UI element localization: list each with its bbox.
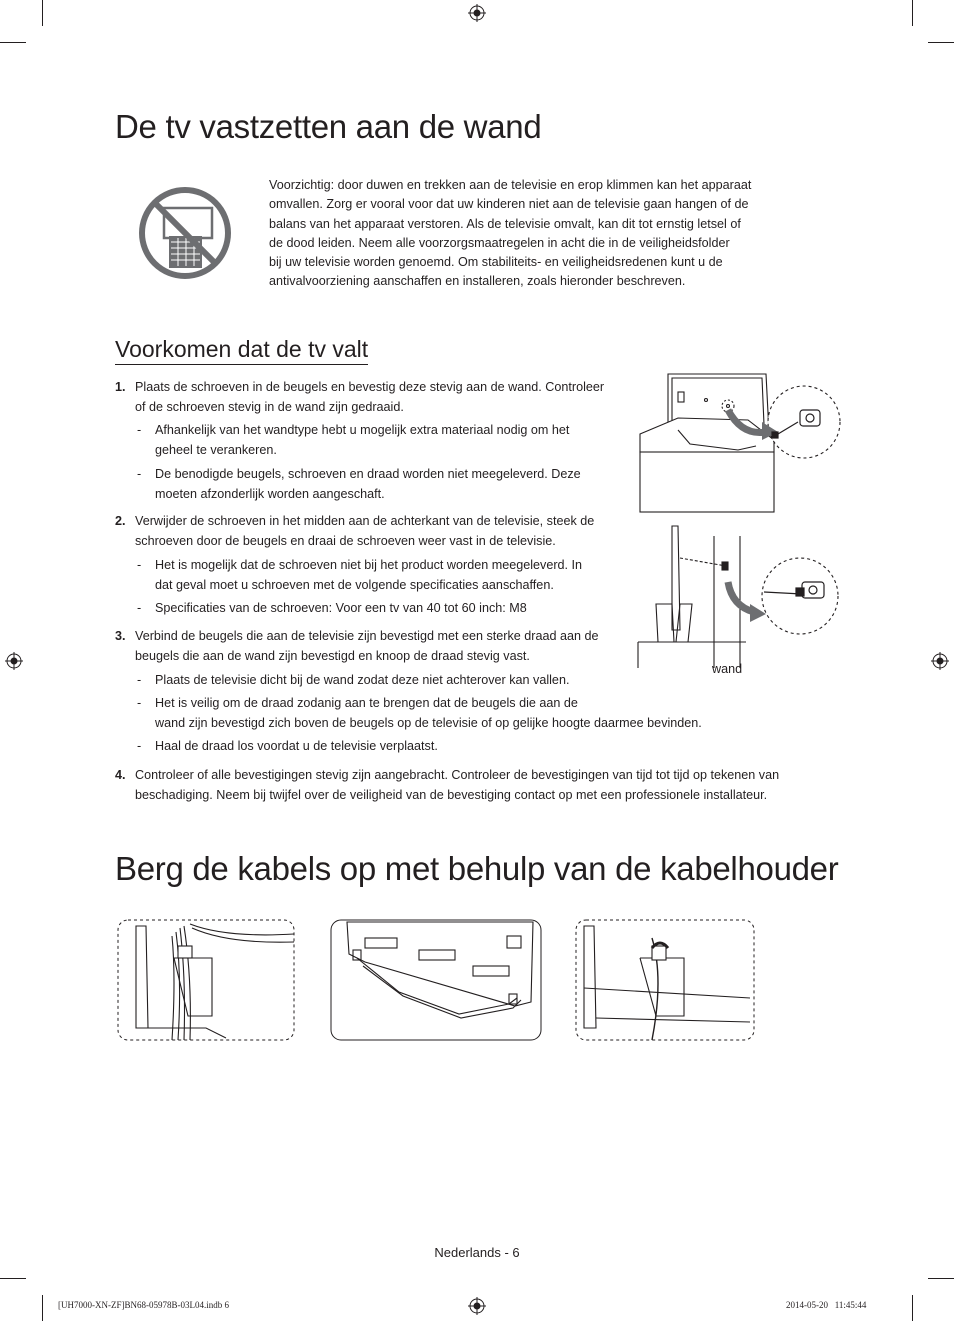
cable-holder-right-illustration [574,918,756,1043]
page-number: Nederlands - 6 [434,1245,520,1260]
section-title: Berg de kabels op met behulp van de kabelhouder [115,850,839,887]
bullet-text: moeten afzonderlijk worden aangeschaft. [155,486,385,501]
step-number: 3. [115,629,126,643]
warning-line: bij uw televisie worden genoemd. Om stabiliteits- en veiligheidsredenen kunt u de [269,255,723,270]
warning-line: de dood leiden. Neem alle voorzorgsmaatregelen in acht die in de veiligheidsfolder [269,235,730,250]
bullet-dash: - [137,423,142,437]
crop-mark [912,0,913,26]
bullet-text: Het is veilig om de draad zodanig aan te brengen dat de beugels die aan de [155,696,578,710]
bullet-dash: - [137,696,142,710]
warning-line: balans van het apparaat verstoren. Als de televisie omvalt, kan dit tot ernstig letsel of [269,216,741,231]
crop-mark [912,1295,913,1321]
bullet-text: geheel te verankeren. [155,442,277,457]
bullet-dash: - [137,601,142,615]
cable-holder-back-illustration [329,918,543,1043]
bullet-text: Plaats de televisie dicht bij de wand zodat deze niet achterover kan vallen. [155,673,570,687]
wall-label: wand [712,662,743,676]
step-text: beugels die aan de wand zijn bevestigd en knoop de draad stevig vast. [135,648,530,663]
registration-mark-icon [5,652,23,670]
step-number: 4. [115,768,126,782]
registration-mark-icon [931,652,949,670]
bullet-text: Haal de draad los voordat u de televisie verplaatst. [155,739,438,753]
tv-bracket-illustration [638,370,843,515]
page-title: De tv vastzetten aan de wand [115,108,542,145]
step-text: beschadiging. Neem bij twijfel over de veiligheid van de bevestiging contact op met een professionele installateur. [135,787,768,802]
crop-mark [928,1278,954,1279]
cable-holder-left-illustration [116,918,296,1043]
bullet-dash: - [137,467,142,481]
step-number: 2. [115,514,126,528]
crop-mark [42,0,43,26]
bullet-text: wand zijn bevestigd zich boven de beugels op de televisie of op gelijke hoogte daarmee bevinden. [155,715,702,730]
slug-left: [UH7000-XN-ZF]BN68-05978B-03L04.indb 6 [58,1300,229,1310]
step-text: of de schroeven stevig in de wand zijn gedraaid. [135,399,404,414]
step-text: Controleer of alle bevestigingen stevig zijn aangebracht. Controleer de bevestigingen van tijd tot tijd op tekenen van [135,768,780,782]
bullet-text: Het is mogelijk dat de schroeven niet bij het product worden meegeleverd. In [155,558,583,572]
crop-mark [0,42,26,43]
step-number: 1. [115,380,126,394]
step-text: schroeven door de beugels en draai de schroeven weer vast in de televisie. [135,533,556,548]
slug-right: 2014-05-20 11:45:44 [786,1300,867,1310]
bullet-text: dat geval moet u schroeven met de volgende specificaties aanschaffen. [155,577,554,592]
subsection-title: Voorkomen dat de tv valt [115,336,368,365]
warning-line: antivalvoorziening aanschaffen en installeren, zoals hieronder beschreven. [269,274,686,289]
bullet-text: De benodigde beugels, schroeven en draad worden niet meegeleverd. Deze [155,467,581,481]
warning-line: Voorzichtig: door duwen en trekken aan de televisie en erop klimmen kan het apparaat [269,178,752,192]
crop-mark [0,1278,26,1279]
registration-mark-icon [468,4,486,22]
step-text: Verwijder de schroeven in het midden aan de achterkant van de televisie, steek de [135,514,595,528]
no-climbing-icon [138,186,232,280]
warning-text [269,176,809,292]
bullet-text: Specificaties van de schroeven: Voor een tv van 40 tot 60 inch: M8 [155,601,527,615]
crop-mark [42,1295,43,1321]
crop-mark [928,42,954,43]
bullet-dash: - [137,558,142,572]
bullet-dash: - [137,739,142,753]
bullet-dash: - [137,673,142,687]
tv-wall-side-illustration [636,522,842,672]
step-text: Verbind de beugels die aan de televisie zijn bevestigd met een sterke draad aan de [135,629,599,643]
step-text: Plaats de schroeven in de beugels en bevestig deze stevig aan de wand. Controleer [135,380,605,394]
bullet-text: Afhankelijk van het wandtype hebt u mogelijk extra materiaal nodig om het [155,423,570,437]
warning-line: omvallen. Zorg er vooral voor dat uw kinderen niet aan de televisie gaan hangen of de [269,197,749,212]
registration-mark-icon [468,1297,486,1315]
